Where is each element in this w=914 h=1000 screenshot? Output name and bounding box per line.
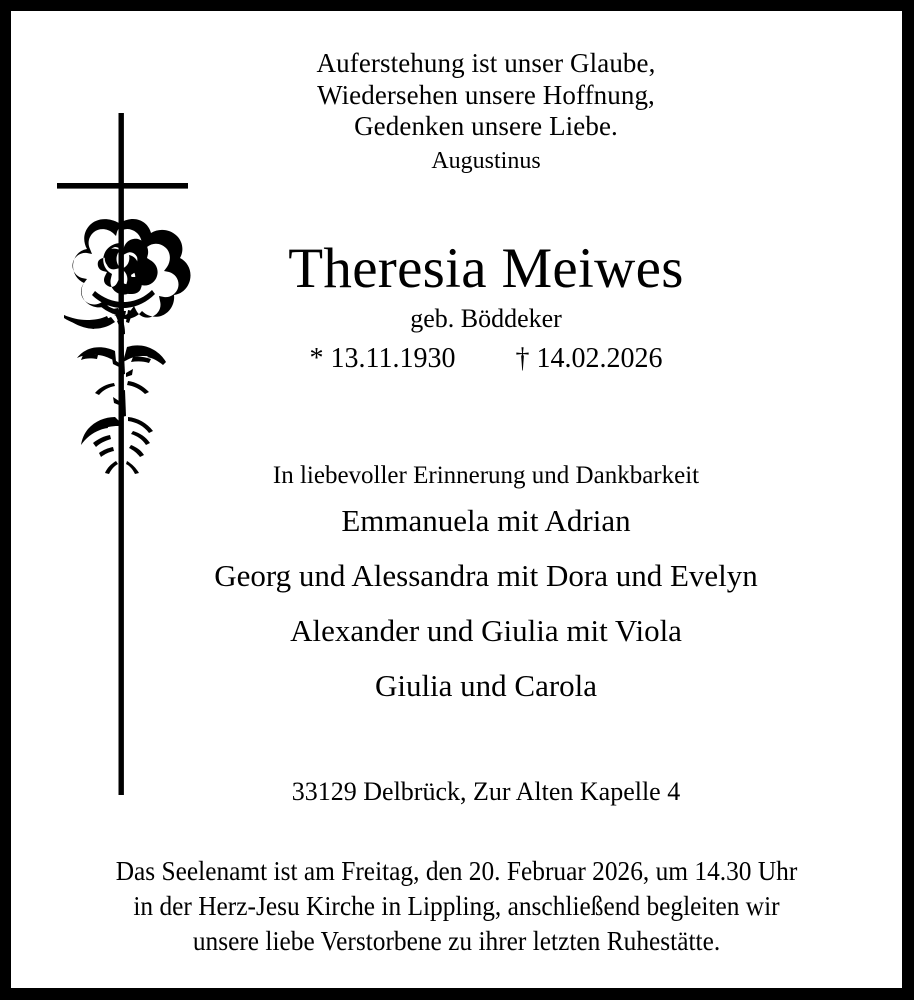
maiden-name: geb. Böddeker bbox=[410, 304, 562, 333]
mourner-line: Emmanuela mit Adrian bbox=[341, 503, 631, 538]
mourners-section bbox=[121, 459, 851, 713]
quote-author: Augustinus bbox=[431, 147, 541, 174]
death-symbol: † bbox=[515, 343, 530, 374]
quote-line-1: Auferstehung ist unser Glaube, bbox=[316, 48, 656, 78]
funeral-service-details bbox=[21, 854, 892, 959]
notice-inner-panel bbox=[11, 11, 902, 988]
mourner-line: Georg und Alessandra mit Dora und Evelyn bbox=[214, 558, 758, 593]
mourner-line: Alexander und Giulia mit Viola bbox=[290, 613, 682, 648]
mourner-line: Giulia und Carola bbox=[374, 668, 598, 703]
service-line-3: unsere liebe Verstorbene zu ihrer letzten Ruhestätte. bbox=[192, 926, 721, 956]
service-line-1: Das Seelenamt ist am Freitag, den 20. Februar 2026, um 14.30 Uhr bbox=[115, 856, 798, 886]
quote-line-3: Gedenken unsere Liebe. bbox=[354, 111, 618, 141]
birth-date: 13.11.1930 bbox=[330, 343, 456, 374]
quote-line-2: Wiedersehen unsere Hoffnung, bbox=[317, 79, 655, 110]
deceased-identity bbox=[171, 238, 801, 378]
death-date: 14.02.2026 bbox=[536, 343, 663, 374]
memory-intro: In liebevoller Erinnerung und Dankbarkeit bbox=[272, 462, 700, 489]
epitaph-quote bbox=[176, 48, 796, 177]
family-address: 33129 Delbrück, Zur Alten Kapelle 4 bbox=[291, 777, 681, 806]
life-dates bbox=[171, 340, 801, 378]
service-line-2: in der Herz-Jesu Kirche in Lippling, anschließend begleiten wir bbox=[133, 891, 780, 921]
deceased-name: Theresia Meiwes bbox=[288, 237, 684, 300]
birth-symbol: * bbox=[309, 343, 324, 374]
